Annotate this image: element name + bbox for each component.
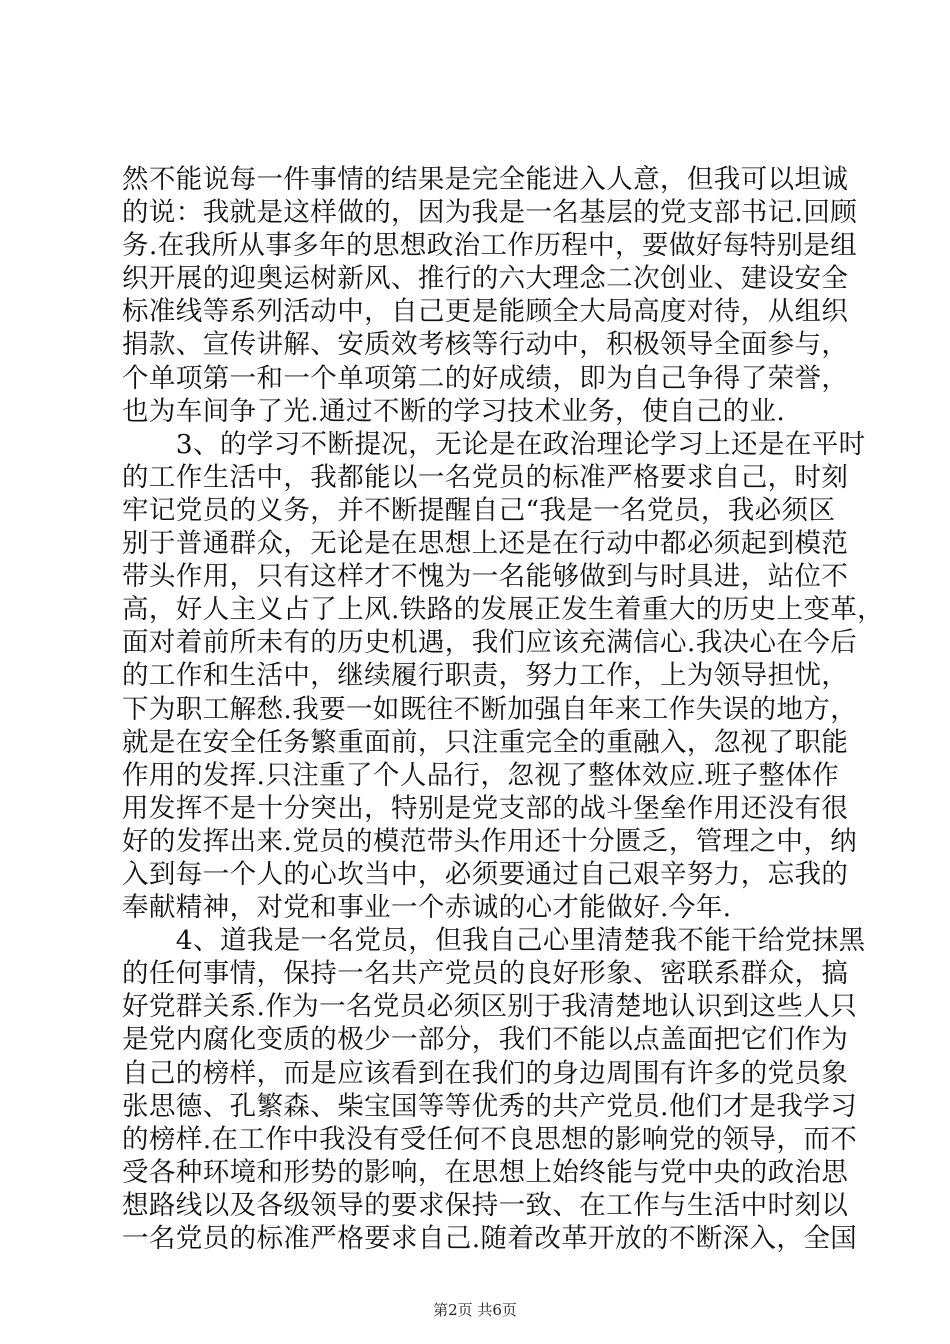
text-line: 也为车间争了光.通过不断的学习技术业务，使自己的业. [122, 395, 786, 427]
text-line: 作用的发挥.只注重了个人品行，忽视了整体效应.班子整体作 [122, 759, 840, 791]
text-line: 就是在安全任务繁重面前，只注重完全的重融入，忽视了职能 [122, 726, 849, 758]
text-line: 牢记党员的义务，并不断提醒自己“我是一名党员，我必须区 [122, 494, 836, 526]
page-footer [0, 1300, 950, 1320]
paragraph-4-start: 4、道我是一名党员，但我自己心里清楚我不能干给党抹黑 [122, 925, 866, 957]
text-line: 带头作用，只有这样才不愧为一名能够做到与时具进，站位不 [122, 561, 849, 593]
text-line: 张思德、孔繁森、柴宝国等等优秀的共产党员.他们才是我学习 [122, 1090, 858, 1122]
text-line: 想路线以及各级领导的要求保持一致、在工作与生活中时刻以 [122, 1189, 849, 1221]
text-line: 标准线等系列活动中，自己更是能顾全大局高度对待，从组织 [122, 296, 849, 328]
paragraph-3-start: 3、的学习不断提况，无论是在政治理论学习上还是在平时 [122, 428, 866, 460]
text-line: 面对着前所未有的历史机遇，我们应该充满信心.我决心在今后 [122, 627, 858, 659]
text-line: 捐款、宣传讲解、安质效考核等行动中，积极领导全面参与， [122, 329, 849, 361]
text-line: 好的发挥出来.党员的模范带头作用还十分匮乏，管理之中，纳 [122, 825, 858, 857]
document-body [122, 163, 885, 1255]
text-line: 的工作和生活中，继续履行职责，努力工作，上为领导担忧， [122, 660, 849, 692]
text-line: 入到每一个人的心坎当中，必须要通过自己艰辛努力，忘我的 [122, 858, 849, 890]
text-line: 别于普通群众，无论是在思想上还是在行动中都必须起到模范 [122, 528, 849, 560]
text-line: 的榜样.在工作中我没有受任何不良思想的影响党的领导，而不 [122, 1123, 858, 1155]
text-line: 务.在我所从事多年的思想政治工作历程中，要做好每特别是组 [122, 230, 858, 262]
text-line: 的工作生活中，我都能以一名党员的标准严格要求自己，时刻 [122, 461, 849, 493]
text-line: 是党内腐化变质的极少一部分，我们不能以点盖面把它们作为 [122, 1024, 849, 1056]
text-line: 的任何事情，保持一名共产党员的良好形象、密联系群众，搞 [122, 958, 849, 990]
text-line: 高，好人主义占了上风.铁路的发展正发生着重大的历史上变革， [122, 594, 885, 626]
page-number-label: 第2页 共6页 [433, 1301, 517, 1319]
text-line: 受各种环境和形势的影响，在思想上始终能与党中央的政治思 [122, 1156, 849, 1188]
text-line: 用发挥不是十分突出，特别是党支部的战斗堡垒作用还没有很 [122, 792, 849, 824]
text-line: 下为职工解愁.我要一如既往不断加强自年来工作失误的地方， [122, 693, 858, 725]
text-line: 织开展的迎奥运树新风、推行的六大理念二次创业、建设安全 [122, 263, 849, 295]
text-line: 然不能说每一件事情的结果是完全能进入人意，但我可以坦诚 [122, 164, 849, 195]
text-line: 个单项第一和一个单项第二的好成绩，即为自己争得了荣誉， [122, 362, 849, 394]
text-line: 自己的榜样，而是应该看到在我们的身边周围有许多的党员象 [122, 1057, 849, 1089]
text-line: 奉献精神，对党和事业一个赤诚的心才能做好.今年. [122, 892, 732, 924]
text-line: 好党群关系.作为一名党员必须区别于我清楚地认识到这些人只 [122, 991, 858, 1023]
text-line: 一名党员的标准严格要求自己.随着改革开放的不断深入，全国 [122, 1223, 858, 1254]
text-line: 的说：我就是这样做的，因为我是一名基层的党支部书记.回顾 [122, 197, 858, 229]
